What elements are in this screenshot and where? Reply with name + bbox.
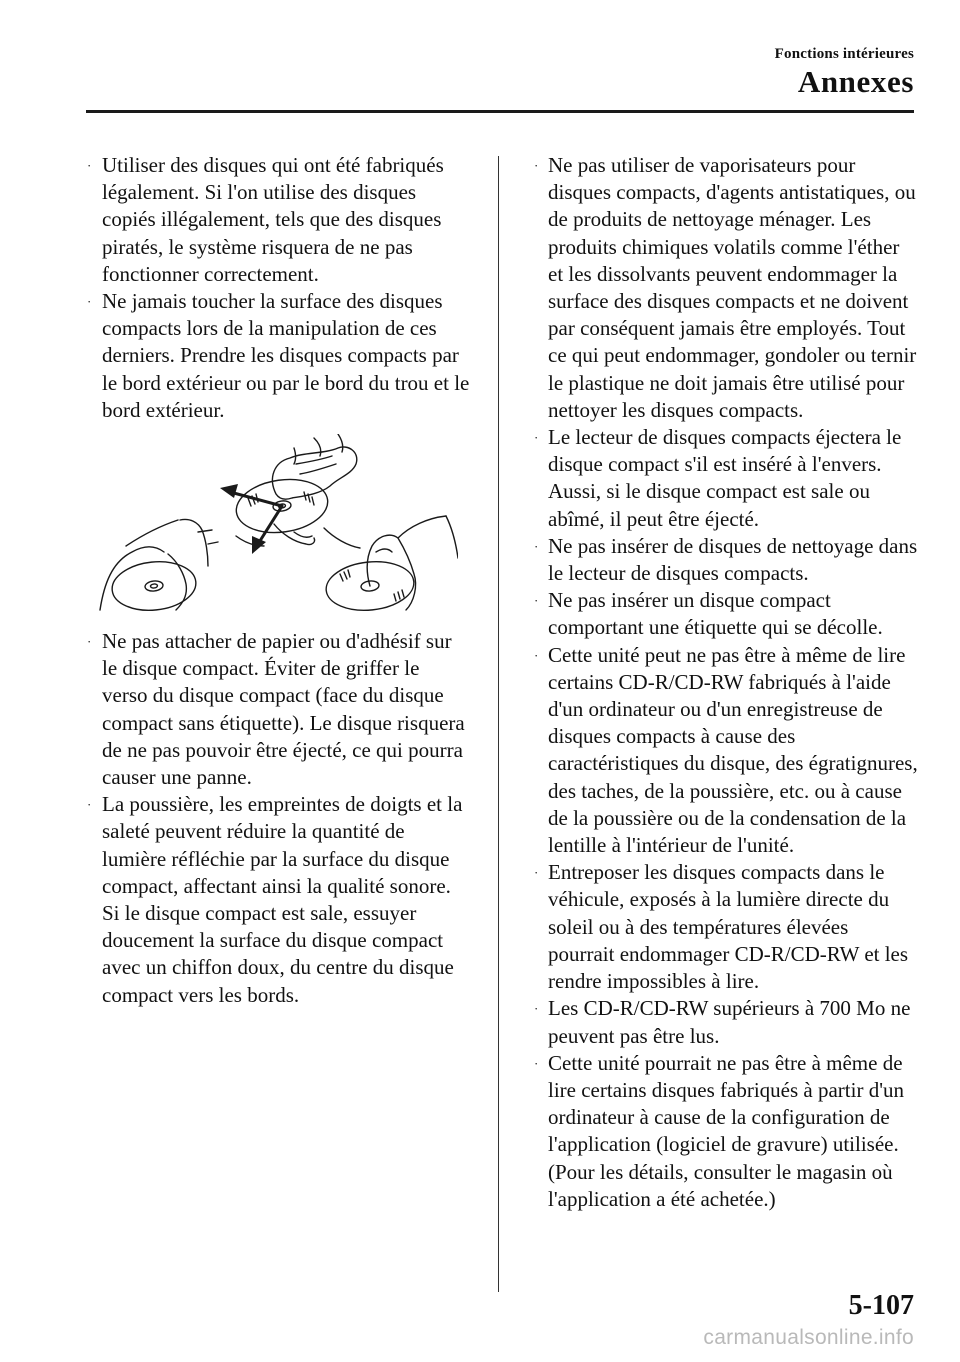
header-divider bbox=[86, 110, 914, 113]
arrow-icon bbox=[220, 484, 238, 498]
bullet-icon: · bbox=[534, 430, 539, 446]
right-column bbox=[533, 152, 919, 1213]
bullet-icon: · bbox=[87, 634, 92, 650]
bullet-icon: · bbox=[87, 797, 92, 813]
cloth-icon bbox=[272, 447, 356, 499]
section-title: Fonctions intérieures bbox=[774, 46, 914, 62]
list-item: · Ne pas attacher de papier ou d'adhésif sur le disque compact. Éviter de griffer le verso du disque compact (face du disque compact sans étiquette). Le disque risquera de ne pas pouvoir être éjecté, ce qui pourra causer une panne. bbox=[87, 629, 465, 790]
list-item: · La poussière, les empreintes de doigts et la saleté peuvent réduire la quantité de lumière réfléchie par la surface du disque compact, affectant ainsi la qualité sonore. Si le disque compact est sale, essuyer doucement la surface du disque compact avec un chiffon doux, du centre du disque compact vers les bords. bbox=[87, 792, 463, 1007]
bullet-icon: · bbox=[87, 158, 92, 173]
list-item: · Ne pas utiliser de vaporisateurs pour disques compacts, d'agents antistatiques, ou de produits de nettoyage ménager. Les produits chimiques volatils comme l'éther et les dissolvants peuvent endommager la surface des disques compacts et ne doivent par conséquent jamais être employés. Tout ce qui peut endommager, gondoler ou ternir le plastique ne doit jamais être utilisé pour nettoyer les disques compacts. bbox=[534, 153, 917, 422]
list-item: · Utiliser des disques qui ont été fabriqués légalement. Si l'on utilise des disques copiés illégalement, tels que des disques piratés, le système risquera de ne pas fonctionner correctement. bbox=[87, 153, 444, 286]
list-item: · Cette unité pourrait ne pas être à même de lire certains disques fabriqués à partir d'un ordinateur à cause de la configuration de l'application (logiciel de gravure) utilisée. (Pour les détails, consulter le magasin où l'application a été achetée.) bbox=[534, 1050, 904, 1211]
bullet-list bbox=[533, 152, 919, 1213]
list-item: · Le lecteur de disques compacts éjectera le disque compact s'il est inséré à l'envers. Aussi, si le disque compact est sale ou abîmé, il peut être éjecté. bbox=[534, 425, 902, 531]
bullet-icon: · bbox=[534, 158, 539, 173]
list-item: · Ne pas insérer un disque compact comportant une étiquette qui se décolle. bbox=[534, 588, 883, 640]
watermark: carmanualsonline.info bbox=[703, 1326, 914, 1349]
bullet-icon: · bbox=[534, 538, 539, 554]
bullet-list bbox=[86, 628, 470, 1009]
left-column bbox=[86, 152, 470, 1009]
page-number: 5-107 bbox=[848, 1290, 914, 1321]
list-item: · Entreposer les disques compacts dans le véhicule, exposés à la lumière directe du soleil ou à des températures élevées pourrait endommager CD-R/CD-RW et les rendre impossibles à lire. bbox=[534, 860, 909, 994]
list-item: · Les CD-R/CD-RW supérieurs à 700 Mo ne peuvent pas être lus. bbox=[534, 996, 911, 1048]
list-item: · Ne jamais toucher la surface des disques compacts lors de la manipulation de ces derniers. Prendre les disques compacts par le bord extérieur ou par le bord du trou et le bord extérieur. bbox=[87, 289, 470, 422]
list-item: · Ne pas insérer de disques de nettoyage dans le lecteur de disques compacts. bbox=[534, 533, 918, 586]
disc-icon bbox=[110, 558, 199, 615]
disc-handling-illustration-svg bbox=[98, 434, 458, 620]
bullet-icon: · bbox=[534, 647, 539, 663]
list-item: · Cette unité peut ne pas être à même de lire certains CD-R/CD-RW fabriqués à l'aide d'un ordinateur ou d'un enregistreuse de disques compacts à cause des caractéristiques du disque, des égratignures, des taches, de la poussière, etc. ou à cause de la poussière ou de la condensation de la lentille à l'intérieur de l'unité. bbox=[534, 642, 918, 858]
bullet-icon: · bbox=[87, 294, 92, 310]
bullet-icon: · bbox=[534, 1055, 539, 1071]
bullet-icon: · bbox=[534, 593, 539, 609]
column-divider bbox=[498, 156, 499, 1292]
chapter-title: Annexes bbox=[797, 64, 914, 99]
bullet-list bbox=[86, 152, 470, 424]
bullet-icon: · bbox=[534, 865, 539, 881]
bullet-icon: · bbox=[534, 1001, 539, 1017]
disc-handling-illustration bbox=[98, 434, 458, 620]
hand-icon bbox=[100, 547, 186, 610]
